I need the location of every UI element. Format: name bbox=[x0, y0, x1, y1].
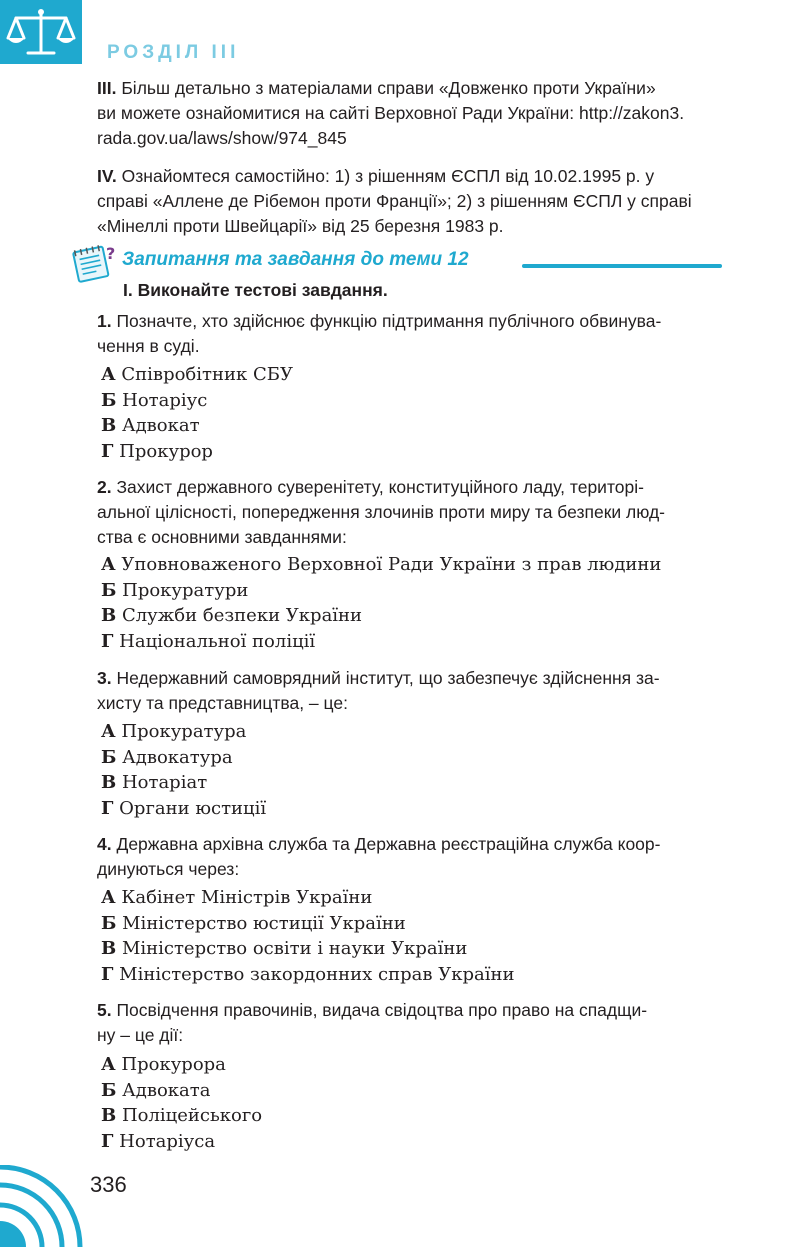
question-5-options bbox=[101, 1052, 741, 1154]
option-v[interactable]: В Адвокат bbox=[101, 415, 200, 436]
notepad-question-icon bbox=[70, 243, 118, 283]
question-number: 2. bbox=[97, 477, 112, 497]
question-4-options bbox=[101, 885, 741, 987]
question-1: 1. Позначте, хто здійснює функцію підтримання публічного обвинува- чення в суді. bbox=[97, 311, 662, 356]
question-3: 3. Недержавний самоврядний інститут, що забезпечує здійснення за- хисту та представництва, – це: bbox=[97, 668, 660, 713]
question-number: 1. bbox=[97, 311, 112, 331]
question-2-options bbox=[101, 552, 741, 654]
paragraph-iv: IV. Ознайомтеся самостійно: 1) з рішенням ЄСПЛ від 10.02.1995 р. у справі «Аллене де Рібемон проти Франції»; 2) з рішенням ЄСПЛ у справі «Мінеллі проти Швейцарії» від 25 березня 1983 р. bbox=[97, 166, 692, 236]
option-g[interactable]: Г Нотаріуса bbox=[101, 1130, 216, 1152]
wave-arcs-icon bbox=[0, 1165, 84, 1247]
option-b[interactable]: Б Міністерство юстиції України bbox=[101, 912, 406, 934]
paragraph-marker: III. bbox=[97, 78, 117, 98]
option-v[interactable]: В Служби безпеки України bbox=[101, 605, 363, 626]
svg-text:?: ? bbox=[106, 244, 116, 263]
paragraph-iii: III. Більш детально з матеріалами справи «Довженко проти України» ви можете ознайомитися на сайті Верховної Ради України: http://zakon3. rada.gov.ua/laws/show/974_845 bbox=[97, 78, 685, 148]
paragraph-marker: IV. bbox=[97, 166, 117, 186]
task-subhead: I. Виконайте тестові завдання. bbox=[123, 280, 388, 300]
question-number: 3. bbox=[97, 668, 112, 688]
option-b[interactable]: Б Прокуратури bbox=[101, 579, 249, 601]
question-3-options bbox=[101, 719, 741, 821]
option-a[interactable]: А Співробітник СБУ bbox=[101, 364, 293, 385]
option-g[interactable]: Г Національної поліції bbox=[101, 630, 316, 652]
option-b[interactable]: Б Нотаріус bbox=[101, 389, 208, 411]
option-v[interactable]: В Міністерство освіти і науки України bbox=[101, 938, 468, 959]
questions-title: Запитання та завдання до теми 12 bbox=[122, 249, 469, 270]
page-number: 336 bbox=[90, 1172, 127, 1197]
question-4: 4. Державна архівна служба та Державна реєстраційна служба коор- динуються через: bbox=[97, 834, 661, 879]
question-number: 4. bbox=[97, 834, 112, 854]
option-b[interactable]: Б Адвоката bbox=[101, 1079, 211, 1101]
question-5: 5. Посвідчення правочинів, видача свідоцтва про право на спадщи- ну – це дії: bbox=[97, 1000, 648, 1045]
section-label: РОЗДІЛ III bbox=[107, 42, 240, 63]
option-g[interactable]: Г Органи юстиції bbox=[101, 797, 267, 819]
option-a[interactable]: А Прокуратура bbox=[101, 721, 247, 742]
questions-header bbox=[70, 243, 730, 283]
section-badge bbox=[0, 0, 82, 64]
option-a[interactable]: А Прокурора bbox=[101, 1054, 226, 1075]
option-b[interactable]: Б Адвокатура bbox=[101, 746, 233, 768]
question-1-options bbox=[101, 362, 741, 464]
option-g[interactable]: Г Прокурор bbox=[101, 440, 213, 462]
scales-icon bbox=[6, 6, 76, 60]
question-number: 5. bbox=[97, 1000, 112, 1020]
option-v[interactable]: В Поліцейського bbox=[101, 1105, 263, 1126]
title-rule bbox=[522, 264, 722, 268]
question-2: 2. Захист державного суверенітету, конституційного ладу, територі- альної цілісності, попередження злочинів проти миру та безпеки люд- ства є основними завданнями: bbox=[97, 477, 665, 547]
option-a[interactable]: А Уповноваженого Верховної Ради України з прав людини bbox=[101, 554, 662, 575]
option-g[interactable]: Г Міністерство закордонних справ України bbox=[101, 963, 515, 985]
option-v[interactable]: В Нотаріат bbox=[101, 772, 208, 793]
option-a[interactable]: А Кабінет Міністрів України bbox=[101, 887, 373, 908]
